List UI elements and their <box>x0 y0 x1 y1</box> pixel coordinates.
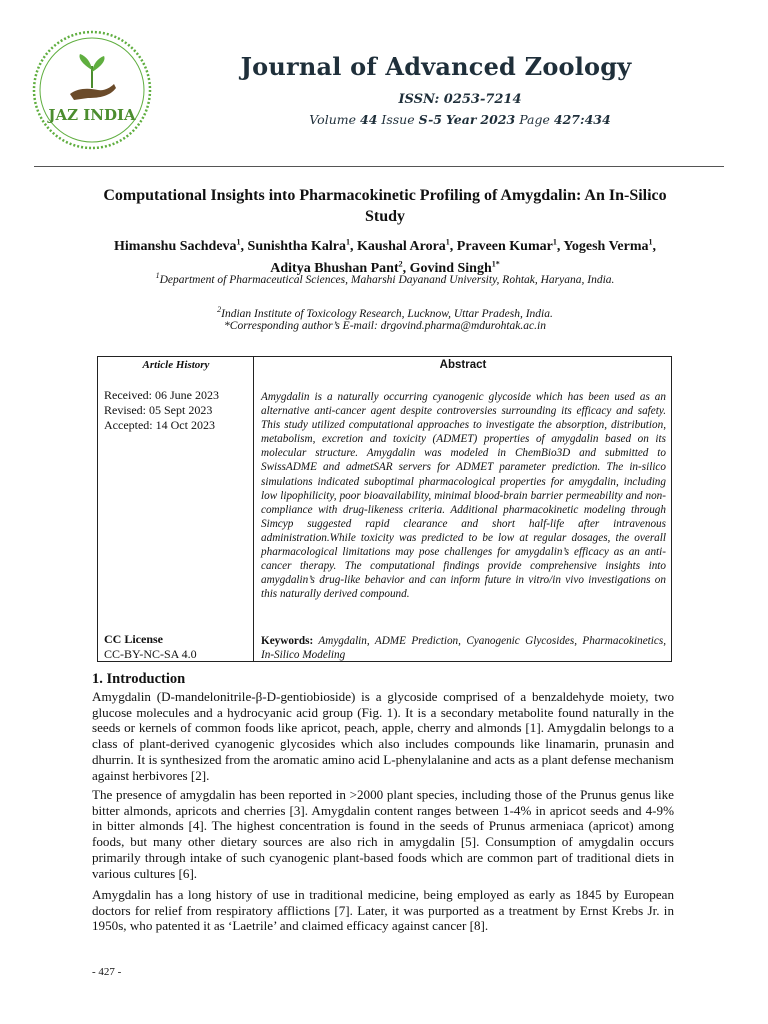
introduction-heading: 1. Introduction <box>92 671 186 687</box>
paper-title: Computational Insights into Pharmacokinetic Profiling of Amygdalin: An In-Silico Study <box>103 187 667 225</box>
header-divider <box>34 166 724 167</box>
intro-paragraph-3: Amygdalin has a long history of use in traditional medicine, being employed as early as 1845 by European doctors for relief from respiratory afflictions [7]. Later, it was purported as a treatment by Ernst Krebs Jr. in 1950s, who patented it as ‘Laetrile’ and claimed efficacy against cancer [8]. <box>92 887 674 934</box>
journal-title: Journal of Advanced Zoology <box>240 52 632 81</box>
volume-line: Volume 44 Issue S-5 Year 2023 Page 427:434 <box>309 112 611 127</box>
revised-date: Revised: 05 Sept 2023 <box>104 403 213 417</box>
hand-plant-icon <box>70 54 116 100</box>
affiliation-2: $^2$Indian Institute of Toxicology Research, Lucknow, Uttar Pradesh, India. <box>217 305 553 320</box>
intro-paragraph-1: Amygdalin (D-mandelonitrile-β-D-gentiobioside) is a glycoside comprised of a benzaldehyde moiety, two glucose molecules and a hydrocyanic acid group (Fig. 1). It is a secondary metabolite found naturally in the seeds or kernels of common foods like apricot, peach, apple, cherry and almonds [1]. Amygdalin belongs to a class of plant-derived cyanogenic glycosides which also includes compounds like linamarin, prunasin and dhurrin. It is synthesized from the aromatic amino acid L-phenylalanine and acts as a plant defense mechanism against herbivores [2]. <box>92 689 674 783</box>
page-number: - 427 - <box>92 966 122 978</box>
cc-license-heading: CC License <box>104 632 163 646</box>
author: Himanshu Sachdeva$^1$, <box>114 237 248 254</box>
abstract-text: Amygdalin is a naturally occurring cyanogenic glycoside which has been used as an alternative anti-cancer agent despite controversies surrounding its efficacy and safety. This study utilized computational approaches to investigate the absorption, distribution, metabolism, excretion and toxicity (ADMET) properties of amygdalin based on its molecular structure. Amygdalin was modeled in ChemBio3D and submitted to SwissADME and admetSAR servers for ADMET parameter prediction. The in-silico simulations indicated suboptimal pharmacological properties for amygdalin, including low lipophilicity, poor bioavailability, minimal blood-brain barrier permeability and non-compliance with drug-likeness criteria. Additional pharmacokinetic modeling through Simcyp suggested rapid clearance and short half-life after intravenous administration.While toxicity was predicted to be low at regular dosages, the overall pharmacological limitations may pose challenges for amygdalin’s efficacy as an anti-cancer therapy. The computational findings provide comprehensive insights into amygdalin’s drug-like behavior and can inform future in vitro/in vivo investigations on this naturally derived compound. <box>261 391 666 601</box>
article-history-panel <box>98 357 254 661</box>
issn: ISSN: 0253-7214 <box>398 92 522 107</box>
accepted-date: Accepted: 14 Oct 2023 <box>104 418 215 432</box>
author: Sunishtha Kalra$^1$, <box>247 237 357 254</box>
author: Govind Singh$^{1*}$ <box>409 259 500 277</box>
received-date: Received: 06 June 2023 <box>104 388 219 402</box>
article-info-table <box>97 356 672 662</box>
keywords-list: Amygdalin, ADME Prediction, Cyanogenic Glycosides, Pharmacokinetics, In-Silico Modeling <box>261 635 666 661</box>
keywords-label: Keywords: <box>261 635 314 647</box>
jaz-india-logo <box>30 28 154 152</box>
intro-paragraph-2: The presence of amygdalin has been reported in >2000 plant species, including those of the Prunus genus like bitter almonds, apricots and cherries [3]. Amygdalin content ranges between 1-4% in apricot seeds and 4-9% in bitter almonds [4]. The highest concentration is found in the seeds of Prunus armeniaca (apricot) among foods, but many other dietary sources are also rich in amygdalin [5]. Consumption of amygdalin occurs primarily through intake of such cyanogenic plant-based foods which are common part of traditional diets in various cultures [6]. <box>92 787 674 881</box>
keywords <box>261 634 666 662</box>
article-history-heading: Article History <box>142 359 210 371</box>
author: Kaushal Arora$^1$, <box>356 237 457 254</box>
affiliation-1: $^1$Department of Pharmaceutical Sciences, Maharshi Dayanand University, Rohtak, Haryana, India. <box>155 271 615 286</box>
author: Yogesh Verma$^1$, <box>563 237 656 254</box>
corresponding-author: *Corresponding author’s E-mail: drgovind.pharma@mdurohtak.ac.in <box>224 320 546 332</box>
author: Praveen Kumar$^1$, <box>456 237 564 254</box>
cc-license-value: CC-BY-NC-SA 4.0 <box>104 647 197 661</box>
abstract-heading: Abstract <box>439 359 487 371</box>
svg-text:JAZ INDIA: JAZ INDIA <box>48 106 136 124</box>
author: Aditya Bhushan Pant$^2$, <box>270 259 410 277</box>
